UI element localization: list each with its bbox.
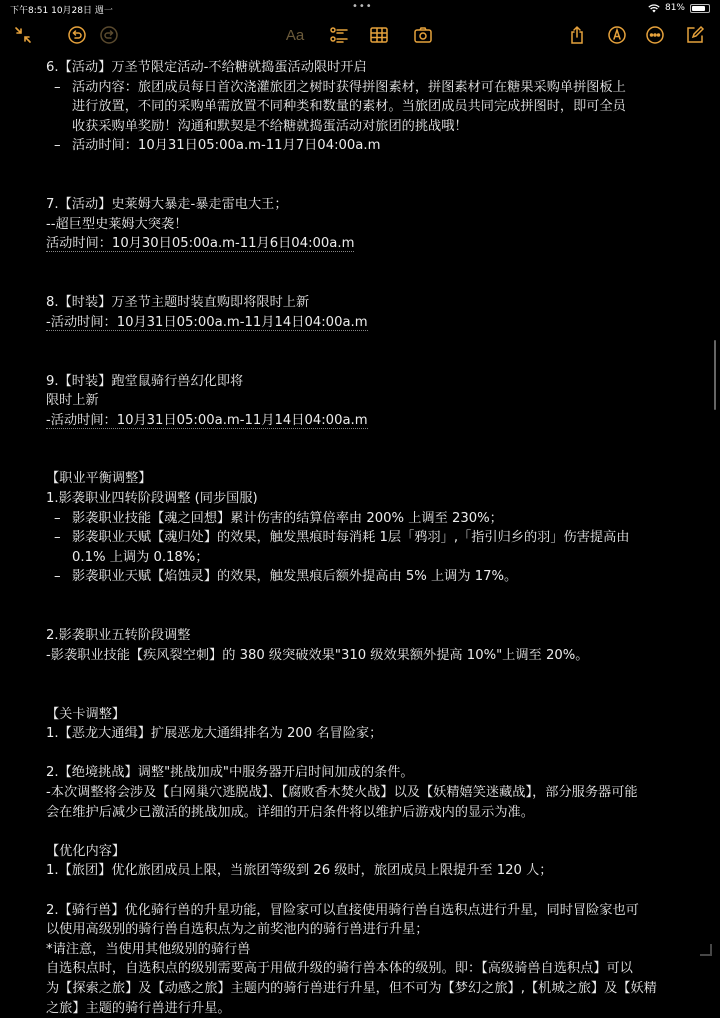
note-line: 8.【时装】万圣节主题时装直购即将限时上新 — [46, 293, 686, 313]
dash-marker: – — [46, 136, 72, 156]
note-line: 9.【时装】跑堂鼠骑行兽幻化即将 — [46, 372, 686, 392]
note-line: 之旅】主题的骑行兽进行升星。 — [46, 999, 686, 1018]
checklist-icon[interactable] — [328, 24, 350, 46]
collapse-icon[interactable] — [12, 24, 34, 46]
note-line: 进行放置，不同的采购单需放置不同种类和数量的素材。当旅团成员共同完成拼图时，即可全员 — [46, 97, 686, 117]
resize-corner-icon[interactable] — [700, 944, 712, 956]
redo-icon[interactable] — [98, 24, 120, 46]
compose-icon[interactable] — [684, 24, 706, 46]
note-body[interactable] — [46, 58, 686, 1018]
table-icon[interactable] — [368, 24, 390, 46]
note-line: -影袭职业技能【疾风裂空刺】的 380 级突破效果"310 级效果额外提高 10%"上调至 20%。 — [46, 646, 686, 666]
status-bar — [0, 0, 720, 16]
section-heading: 【职业平衡调整】 — [46, 469, 686, 489]
note-line: 0.1% 上调为 0.18%； — [46, 548, 686, 568]
note-line: 以使用高级别的骑行兽自选积点为之前奖池内的骑行兽进行升星； — [46, 920, 686, 940]
note-line: 影袭职业天赋【魂归处】的效果，触发黑痕时每消耗 1层「鸦羽」,「指引归乡的羽」伤害提高由 — [72, 528, 686, 548]
note-line: -本次调整将会涉及【白网巢穴逃脱战】、【腐败香木焚火战】以及【妖精嬉笑迷藏战】，部分服务器可能 — [46, 783, 686, 803]
battery-percent: 81% — [665, 3, 685, 13]
markup-icon[interactable] — [606, 24, 628, 46]
note-line: 6.【活动】万圣节限定活动-不给糖就捣蛋活动限时开启 — [46, 58, 686, 78]
format-text-label: Aa — [286, 27, 304, 44]
scrollbar[interactable] — [714, 340, 716, 410]
note-line: 2.影袭职业五转阶段调整 — [46, 626, 686, 646]
status-date: 10月28日 週一 — [51, 6, 113, 16]
note-line: 收获采购单奖励！沟通和默契是不给糖就捣蛋活动对旅团的挑战哦！ — [46, 117, 686, 137]
dash-marker: – — [46, 528, 72, 548]
note-line: 1.影袭职业四转阶段调整 (同步国服) — [46, 489, 686, 509]
more-icon[interactable] — [644, 24, 666, 46]
dash-marker: – — [46, 509, 72, 529]
note-line: 2.【骑行兽】优化骑行兽的升星功能，冒险家可以直接使用骑行兽自选积点进行升星，同时冒险家也可 — [46, 901, 686, 921]
wifi-icon — [648, 4, 660, 13]
note-line: 1.【旅团】优化旅团成员上限，当旅团等级到 26 级时，旅团成员上限提升至 120 人； — [46, 861, 686, 881]
note-line: 活动时间：10月30日05:00a.m-11月6日04:00a.m — [46, 236, 354, 252]
dash-marker: – — [46, 78, 72, 98]
note-line: 会在维护后减少已激活的挑战加成。详细的开启条件将以维护后游戏内的显示为准。 — [46, 803, 686, 823]
note-line: -活动时间：10月31日05:00a.m-11月14日04:00a.m — [46, 315, 368, 331]
note-line: 为【探索之旅】及【动感之旅】主题内的骑行兽进行升星，但不可为【梦幻之旅】,【机城之旅】及【妖精 — [46, 979, 686, 999]
note-line: 7.【活动】史莱姆大暴走-暴走雷电大王； — [46, 195, 686, 215]
status-time: 下午8:51 — [10, 6, 48, 16]
note-line: --超巨型史莱姆大突袭！ — [46, 215, 686, 235]
section-heading: 【优化内容】 — [46, 842, 686, 862]
notes-toolbar — [0, 18, 720, 52]
note-line: 限时上新 — [46, 391, 686, 411]
undo-icon[interactable] — [66, 24, 88, 46]
section-heading: 【关卡调整】 — [46, 705, 686, 725]
note-line: 自选积点时，自选积点的级别需要高于用做升级的骑行兽本体的级别。即：【高级骑兽自选积点】可以 — [46, 959, 686, 979]
format-text-icon[interactable] — [284, 24, 306, 46]
note-line: 活动内容：旅团成员每日首次浇灌旅团之树时获得拼图素材，拼图素材可在糖果采购单拼图板上 — [72, 78, 686, 98]
dash-marker: – — [46, 567, 72, 587]
note-line: 活动时间：10月31日05:00a.m-11月7日04:00a.m — [72, 136, 686, 156]
note-line: *请注意，当使用其他级别的骑行兽 — [46, 940, 686, 960]
note-line: 2.【绝境挑战】调整"挑战加成"中服务器开启时间加成的条件。 — [46, 763, 686, 783]
bullet-item — [46, 528, 686, 548]
note-line: 影袭职业技能【魂之回想】累计伤害的结算倍率由 200% 上调至 230%； — [72, 509, 686, 529]
multitask-dots-icon[interactable]: ••• — [352, 1, 373, 12]
note-line: -活动时间：10月31日05:00a.m-11月14日04:00a.m — [46, 413, 368, 429]
note-line: 影袭职业天赋【焰蚀灵】的效果，触发黑痕后额外提高由 5% 上调为 17%。 — [72, 567, 686, 587]
camera-icon[interactable] — [412, 24, 434, 46]
status-right — [648, 3, 710, 13]
share-icon[interactable] — [566, 24, 588, 46]
bullet-item — [46, 567, 686, 587]
battery-icon — [690, 4, 710, 13]
status-time-date — [10, 3, 113, 16]
bullet-item — [46, 136, 686, 156]
bullet-item — [46, 78, 686, 98]
note-line: 1.【恶龙大通缉】扩展恶龙大通缉排名为 200 名冒险家； — [46, 724, 686, 744]
bullet-item — [46, 509, 686, 529]
